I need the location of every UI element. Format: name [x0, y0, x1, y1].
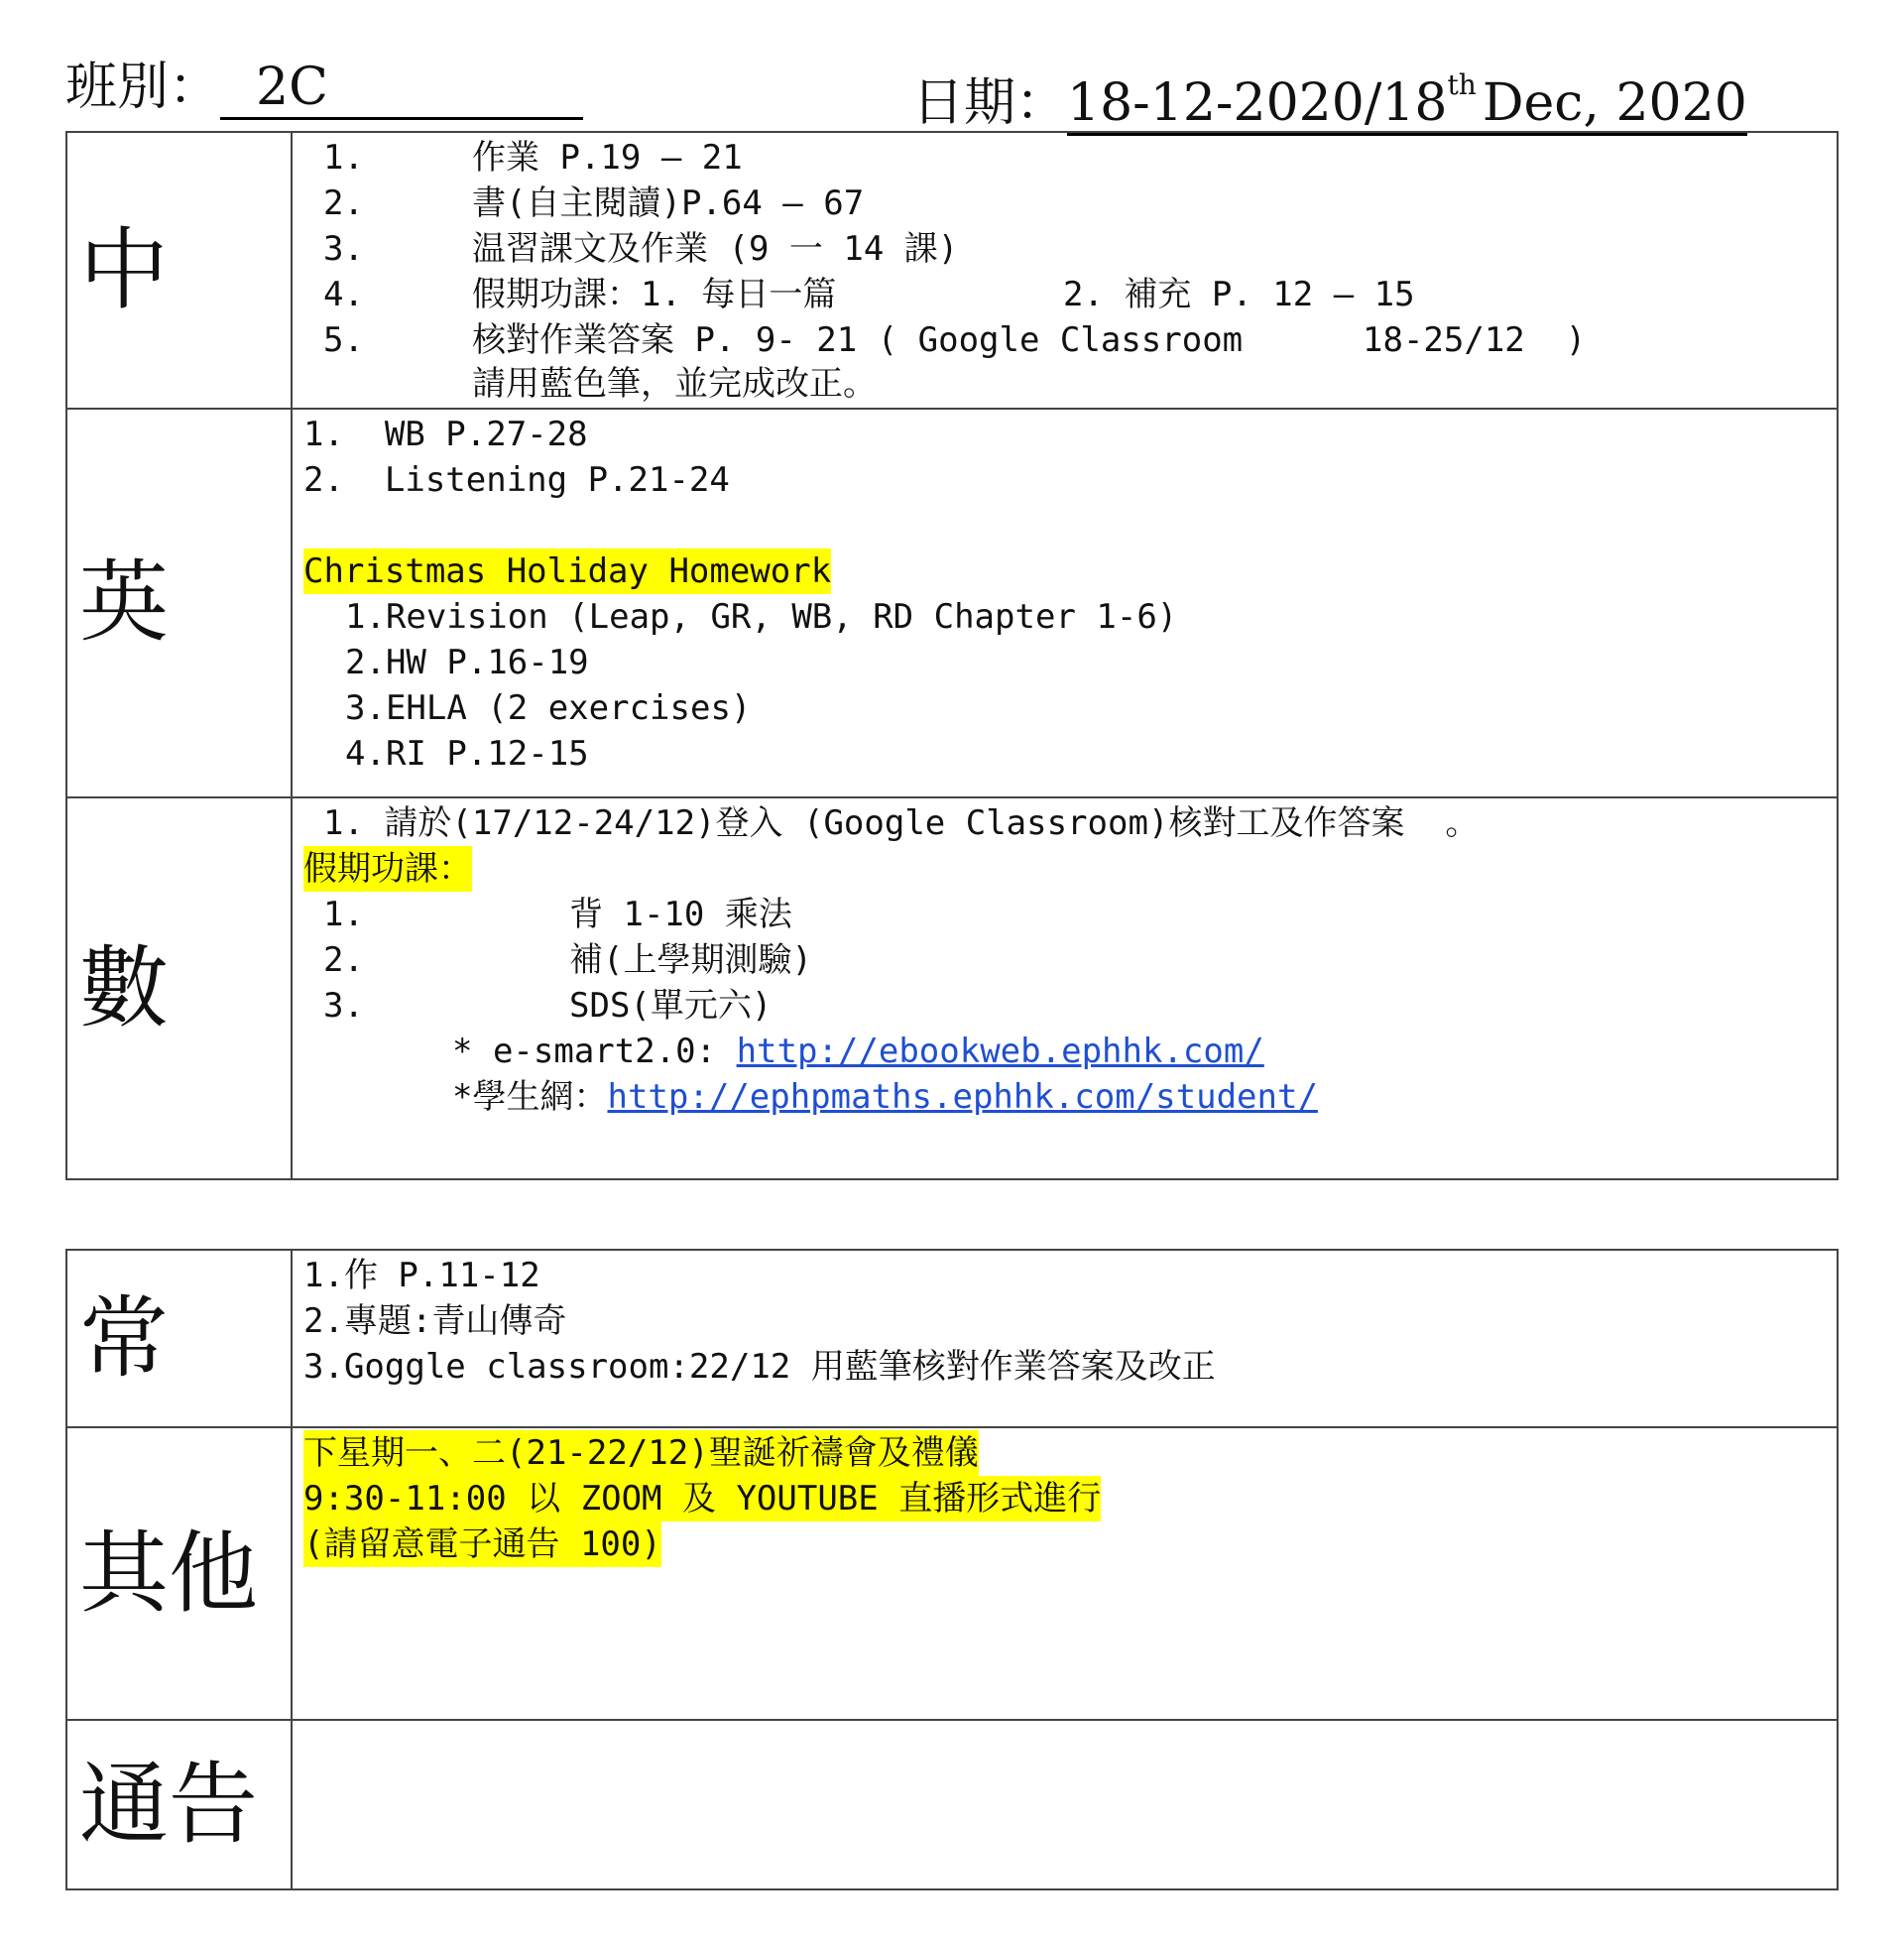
student-net-line: [452, 1074, 1318, 1120]
esmart-link[interactable]: http://ebookweb.ephhk.com/: [736, 1032, 1264, 1071]
subject-others: 其他: [67, 1428, 293, 1719]
math-content: [294, 798, 1837, 1178]
chinese-item-text: 温習課文及作業 (9 一 14 課): [472, 229, 959, 269]
general-content: [294, 1251, 1837, 1426]
others-line: 9:30-11:00 以 ZOOM 及 YOUTUBE 直播形式進行: [303, 1476, 1101, 1521]
english-item: 1. WB P.27-28: [303, 415, 588, 454]
subject-math: 數: [67, 798, 293, 1178]
math-holiday-title: 假期功課：: [303, 846, 472, 892]
date-header: [912, 56, 1747, 136]
chinese-item-num: 4.: [323, 275, 364, 314]
esmart-label: * e-smart2.0:: [452, 1032, 737, 1071]
homework-table-main: [65, 131, 1839, 1180]
chinese-content: [294, 133, 1837, 408]
subject-general-studies: 常: [67, 1251, 293, 1426]
others-line: (請留意電子通告 100): [303, 1521, 661, 1567]
student-net-link[interactable]: http://ephpmaths.ephhk.com/student/: [607, 1077, 1318, 1117]
math-item-num: 3.: [323, 986, 364, 1026]
english-holiday-item: 3.EHLA (2 exercises): [345, 688, 752, 728]
row-notice: [67, 1719, 1837, 1888]
general-item: 2.專題:青山傳奇: [303, 1301, 567, 1341]
homework-table-other: [65, 1249, 1839, 1890]
english-holiday-item: 2.HW P.16-19: [345, 643, 589, 682]
class-value: 2C: [220, 58, 583, 120]
subject-chinese: 中: [67, 133, 293, 408]
date-label: 日期：: [912, 73, 1068, 133]
esmart-line: [452, 1029, 1264, 1074]
general-item: 1.作 P.11-12: [303, 1256, 540, 1295]
class-label: 班別：: [65, 58, 221, 117]
math-line1: 1. 請於(17/12-24/12)登入 (Google Classroom)核對工及作答案 。: [323, 803, 1480, 843]
chinese-item-text: 書(自主閱讀)P.64 – 67: [472, 183, 865, 223]
chinese-note: 請用藍色筆，並完成改正。: [472, 364, 877, 404]
chinese-item-extra: 2. 補充 P. 12 – 15: [1063, 275, 1415, 314]
chinese-item-num: 1.: [323, 138, 364, 178]
english-holiday-item: 4.RI P.12-15: [345, 734, 589, 774]
others-content: [294, 1428, 1837, 1719]
date-main: 18-12-2020/18: [1067, 73, 1448, 133]
notice-content: [294, 1721, 1837, 1888]
class-header: [65, 56, 583, 120]
math-item-text: SDS(單元六): [569, 986, 773, 1026]
english-item: 2. Listening P.21-24: [303, 460, 730, 500]
row-others: [67, 1426, 1837, 1719]
row-english: [67, 408, 1837, 796]
english-holiday-item: 1.Revision (Leap, GR, WB, RD Chapter 1-6): [345, 597, 1178, 637]
date-suffix: Dec, 2020: [1482, 73, 1747, 133]
row-general-studies: [67, 1251, 1837, 1426]
subject-notice: 通告: [67, 1721, 293, 1888]
row-chinese: [67, 133, 1837, 408]
chinese-item-num: 3.: [323, 229, 364, 269]
row-math: [67, 796, 1837, 1178]
date-value: [1067, 56, 1747, 136]
chinese-item-num: 2.: [323, 183, 364, 223]
math-item-text: 背 1-10 乘法: [569, 895, 792, 934]
chinese-item-text: 假期功課：1. 每日一篇: [472, 275, 837, 314]
chinese-item-num: 5.: [323, 320, 364, 360]
chinese-item-text: 核對作業答案 P. 9- 21 ( Google Classroom: [472, 320, 1244, 360]
subject-english: 英: [67, 410, 293, 796]
english-content: [294, 410, 1837, 796]
chinese-item-text: 作業 P.19 – 21: [472, 138, 743, 178]
math-item-num: 2.: [323, 940, 364, 980]
english-holiday-title: Christmas Holiday Homework: [303, 548, 831, 594]
others-line: 下星期一、二(21-22/12)聖誕祈禱會及禮儀: [303, 1430, 979, 1476]
date-superscript: th: [1447, 68, 1477, 101]
student-net-label: *學生網：: [452, 1077, 608, 1117]
math-item-text: 補(上學期測驗): [569, 940, 812, 980]
chinese-item-extra: 18-25/12 ): [1363, 320, 1587, 360]
math-item-num: 1.: [323, 895, 364, 934]
general-item: 3.Goggle classroom:22/12 用藍筆核對作業答案及改正: [303, 1347, 1216, 1387]
